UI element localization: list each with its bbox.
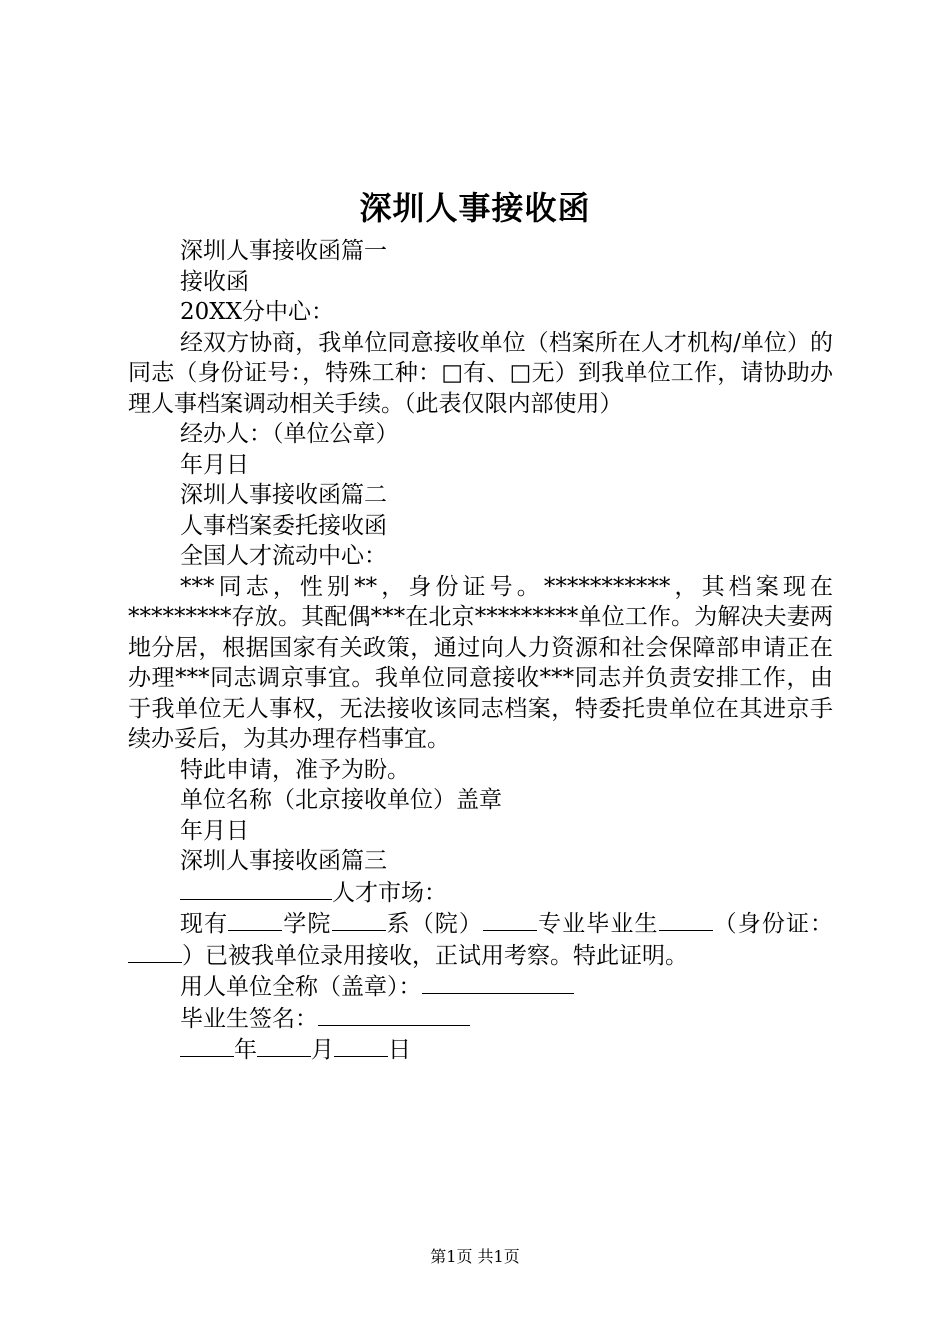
department-blank — [483, 908, 537, 931]
year-blank — [180, 1034, 234, 1057]
section1-date: 年月日 — [180, 451, 249, 478]
major-blank — [659, 908, 713, 931]
day-blank — [334, 1034, 388, 1057]
section1-addressee: 20XX分中心： — [180, 299, 335, 325]
section2-addressee: 全国人才流动中心： — [180, 543, 387, 569]
section3-employer: 用人单位全称（盖章）： — [128, 971, 833, 1003]
college-blank — [332, 908, 386, 931]
page-footer: 第1页 共1页 — [430, 1247, 520, 1266]
month-blank — [257, 1034, 311, 1057]
name-blank — [228, 908, 282, 931]
section2-body: ***同志，性别**，身份证号。***********，其档案现在*********存放。其配偶***在北京*********单位工作。为解决夫妻两地分居，根据国家有关政策，通过向人力资源和社会保障部申请正在办理***同志调京事宜。我单位同意接收***同志并负责安排工作，由于我单位无人事权，无法接收该同志档案，特委托贵单位在其进京手续办妥后，为其办理存档事宜。 — [128, 573, 833, 752]
signature-blank — [318, 1003, 470, 1026]
section2-unit: 单位名称（北京接收单位）盖章 — [180, 787, 502, 813]
section2-subheading: 人事档案委托接收函 — [180, 512, 387, 539]
section3-date: 年 月 日 — [128, 1034, 833, 1066]
id-blank — [128, 940, 182, 963]
document-title: 深圳人事接收函 — [359, 189, 591, 227]
section2-heading: 深圳人事接收函篇二 — [180, 482, 387, 508]
market-blank — [180, 877, 332, 900]
section2-date: 年月日 — [180, 817, 249, 844]
section3-addressee: 人才市场： — [128, 877, 833, 909]
section1-subheading: 接收函 — [180, 268, 249, 295]
section1-body: 经双方协商，我单位同意接收单位（档案所在人才机构/单位）的同志（身份证号：，特殊工种：□有、□无）到我单位工作，请协助办理人事档案调动相关手续。（此表仅限内部使用） — [128, 329, 833, 417]
section3-signature: 毕业生签名： — [128, 1003, 833, 1035]
section3-heading: 深圳人事接收函篇三 — [180, 848, 387, 874]
document-body — [128, 236, 833, 1066]
section1-handler: 经办人：（单位公章） — [180, 421, 399, 447]
employer-blank — [422, 971, 574, 994]
section3-body: 现有 学院 系（院） 专业毕业生 （身份证：）已被我单位录用接收，正试用考察。特此证明。 — [128, 908, 833, 971]
section1-heading: 深圳人事接收函篇一 — [180, 238, 387, 264]
section2-request: 特此申请，准予为盼。 — [180, 756, 410, 783]
